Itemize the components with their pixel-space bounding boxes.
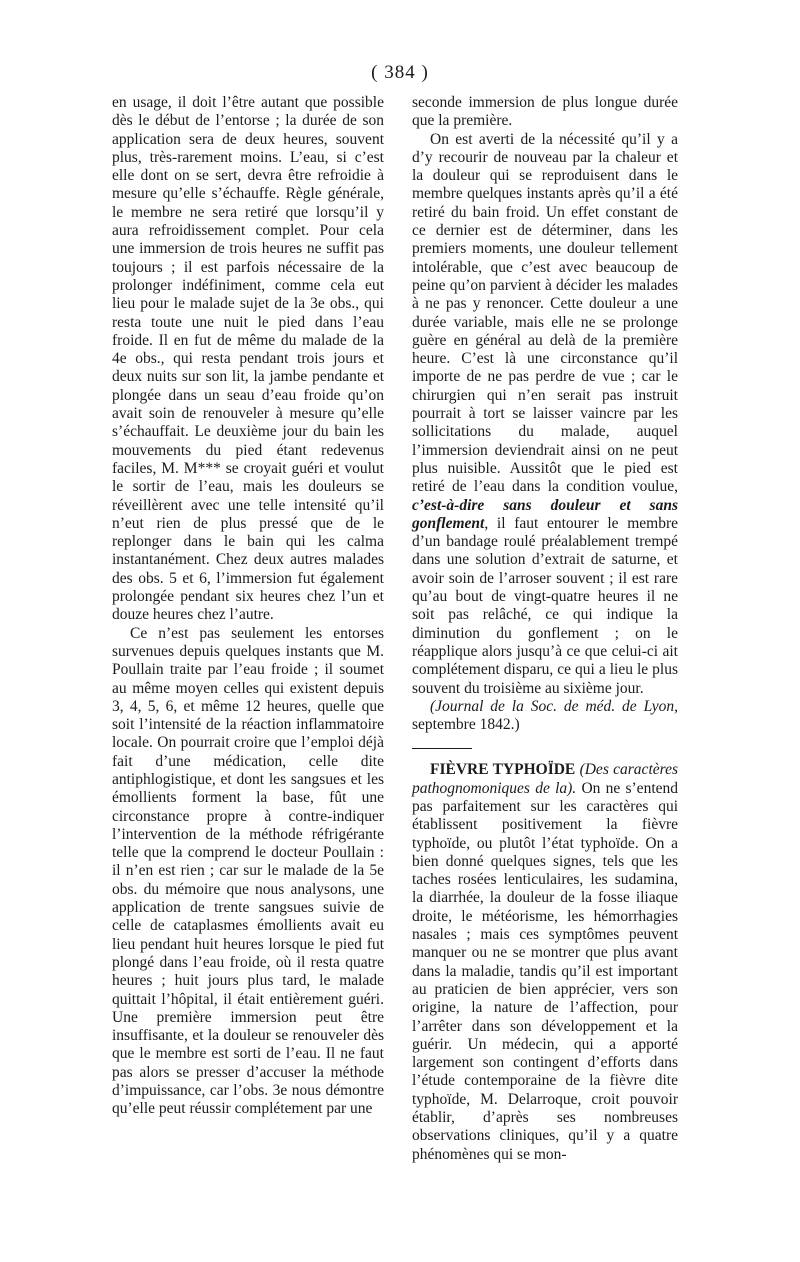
right-paragraph-2 <box>412 131 678 698</box>
section-paragraph <box>412 761 678 1164</box>
left-paragraph-2: Ce n’est pas seulement les entorses survenues depuis quelques instants que M. Poullain traite par l’eau froide ; il soumet au même moyen celles qui existent depuis 3, 4, 5, 6, et même 12 heures, quelle que soit l’intensité de la réaction inflammatoire locale. On pourrait croire que l’emploi déjà fait d’une médication, celle dite antiphlogistique, et dont les sangsues et les émollients forment la base, fût une circonstance propre à contre-indiquer l’intervention de la méthode réfrigérante telle que la comprend le docteur Poullain : il n’en est rien ; car sur le malade de la 5e obs. du mémoire que nous analysons, une application de trente sangsues suivie de celle de cataplasmes émollients avait eu lieu pendant huit heures lorsque le pied fut plongé dans l’eau froide, où il resta quatre heures ; huit jours plus tard, le malade quittait l’hôpital, il était entièrement guéri. Une première immersion peut être insuffisante, et la douleur se renouveler dès que le membre est sorti de l’eau. Il ne faut pas alors se presser d’accuser la méthode d’impuissance, car l’obs. 3e nous démontre qu’elle peut réussir complétement par une <box>112 624 384 1118</box>
page-number: ( 384 ) <box>371 62 429 83</box>
right-column <box>412 94 678 1164</box>
section-divider <box>412 748 472 749</box>
right-paragraph-1: seconde immersion de plus longue durée que la première. <box>412 94 678 130</box>
emphasis-text: c’est-à-dire sans douleur et sans gonflement <box>412 496 678 532</box>
left-column <box>112 94 384 1119</box>
citation-date: septembre 1842.) <box>412 716 520 734</box>
citation-journal: (Journal de la Soc. de méd. de Lyon, <box>430 697 678 715</box>
right-paragraph-2-continuation: , il faut entourer le membre d’un bandage roulé préalablement trempé dans une solution d’extrait de saturne, et avoir soin de l’arroser souvent ; il est rare qu’au bout de vingt-quatre heures il ne soit pas relâché, ce qui indique la diminution du gonflement ; on le réapplique alors jusqu’à ce que celui-ci ait complétement disparu, ce qui a lieu le plus souvent du troisième au sixième jour. <box>412 514 678 697</box>
section-subheading: (Des caractères pathognomoniques de la). <box>412 761 678 797</box>
section-body: On ne s’entend pas parfaitement sur les caractères qui établissent positivement la fièvre typhoïde, ou plutôt l’état typhoïde. On a bien donné quelques signes, tels que les taches rosées lenticulaires, les sudamina, la diarrhée, la douleur de la fosse iliaque droite, le météorisme, les hémorrhagies nasales ; mais ces symptômes peuvent manquer ou ne se montrer que plus avant dans la maladie, tandis qu’il est important au praticien de bien apprécier, vers son origine, la nature de l’affection, pour l’arrêter dans son développement et la guérir. Un médecin, qui a apporté largement son contingent d’efforts dans l’étude contemporaine de la fièvre dite typhoïde, M. Delarroque, croit pouvoir établir, d’après ses nombreuses observations cliniques, qu’il y a quatre phénomènes qui se mon- <box>412 779 679 1163</box>
right-paragraph-2-text: On est averti de la nécessité qu’il y a d’y recourir de nouveau par la chaleur et la douleur qui se reproduisent dans le membre quelques instants après qu’il a été retiré du bain froid. Un effet constant de ce dernier est de déterminer, dans les premiers moments, une douleur tellement intolérable, que c’est avec beaucoup de peine qu’on parvient à décider les malades à ne pas y renoncer. Cette douleur a une durée variable, mais elle ne se prolonge guère en général au delà de la première heure. C’est là une circonstance qu’il importe de ne pas perdre de vue ; car le chirurgien qui n’en serait pas instruit pourrait à tort se laisser vaincre par les sollicitations du malade, auquel l’immersion deviendrait ainsi on ne peut plus nuisible. Aussitôt que le pied est retiré de l’eau dans la condition voulue, <box>412 130 678 496</box>
left-paragraph-1: en usage, il doit l’être autant que possible dès le début de l’entorse ; la durée de son application sera de deux heures, souvent plus, très-rarement moins. L’eau, si c’est elle dont on se sert, devra être refroidie à mesure qu’elle s’échauffe. Règle générale, le membre ne sera retiré que lorsqu’il y aura refroidissement complet. Pour cela une immersion de trois heures ne suffit pas toujours ; il est parfois nécessaire de la prolonger indéfiniment, comme cela eut lieu pour le malade sujet de la 3e obs., qui resta toute une nuit le pied dans l’eau froide. Il en fut de même du malade de la 4e obs., qui resta pendant trois jours et deux nuits sur son lit, la jambe pendante et plongée dans un seau d’eau froide qu’on avait soin de renouveler à mesure qu’elle s’échauffait. Le deuxième jour du bain les mouvements du pied étant redevenus faciles, M. M*** se croyait guéri et voulut le sortir de l’eau, mais les douleurs se réveillèrent avec une telle intensité qu’il n’eut rien de plus pressé que de le replonger dans le bain qui les calma instantanément. Chez deux autres malades des obs. 5 et 6, l’immersion fut également prolongée pendant six heures chez l’un et douze heures chez l’autre. <box>112 94 384 624</box>
citation <box>412 698 678 735</box>
section-heading: FIÈVRE TYPHOÏDE <box>430 761 576 779</box>
